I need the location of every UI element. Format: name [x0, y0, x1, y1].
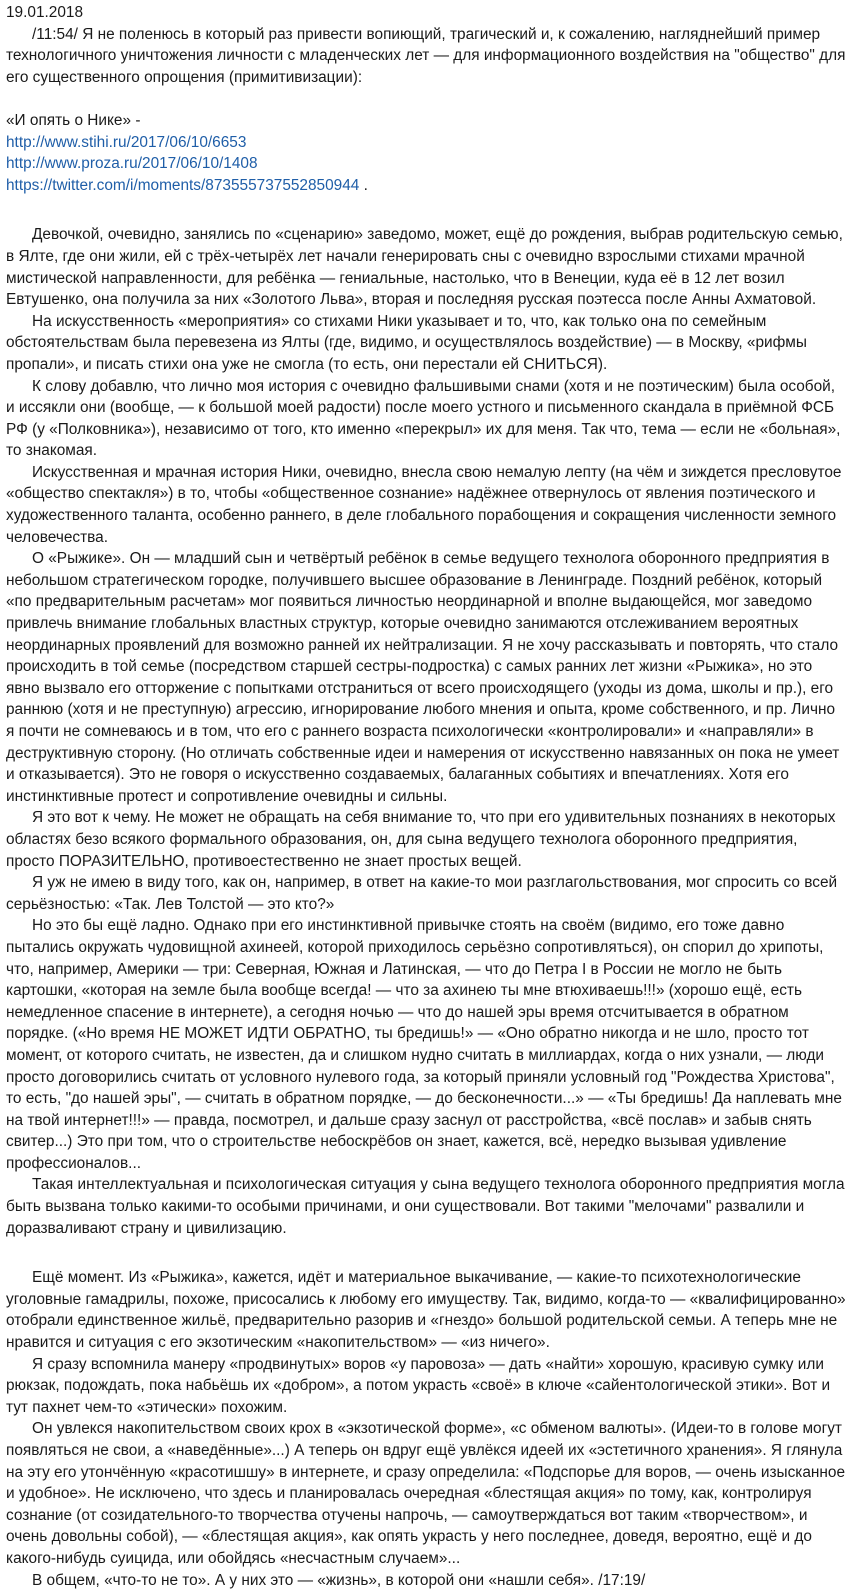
spacer [6, 88, 846, 110]
link-proza[interactable]: http://www.proza.ru/2017/06/10/1408 [6, 155, 258, 173]
closing-paragraph: В общем, «что-то не то». А у них это — «жизнь», в которой они «нашли себя». /17:19/ [32, 1571, 646, 1589]
spacer [6, 1239, 846, 1267]
body-paragraph: На искусственность «мероприятия» со стихами Ники указывает и то, что, как только она по семейным обстоятельствам была перевезена из Ялты (где, видимо, и осуществлялось воздействие) — в Москву, «рифмы пропали», и писать стихи она уже не смогла (то есть, они перестали ей СНИТЬСЯ). [6, 312, 807, 373]
body-paragraph: Я это вот к чему. Не может не обращать на себя внимание то, что при его удивительных познаниях в некоторых областях безо всякого формального образования, он, для сына ведущего технолога оборонного предприятия, просто ПОРАЗИТЕЛЬНО, противоестественно не знает простых вещей. [6, 809, 836, 870]
post-date: 19.01.2018 [6, 4, 84, 21]
link-stihi[interactable]: http://www.stihi.ru/2017/06/10/6653 [6, 133, 247, 151]
quote-title: «И опять о Нике» - [6, 111, 141, 129]
link-twitter[interactable]: https://twitter.com/i/moments/873555737552850944 [6, 176, 360, 194]
body-paragraph: Девочкой, очевидно, занялись по «сценарию» заведомо, может, ещё до рождения, выбрав родительскую семью, в Ялте, где они жили, ей с трёх-четырёх лет начали генерировать сны с очевидно взрослыми стихами мрачной мистической направленности, для ребёнка — гениальные, настолько, что в Венеции, куда её в 12 лет возил Евтушенко, она получила за них «Золотого Льва», вторая и последняя русская поэтесса после Анны Ахматовой. [6, 226, 843, 309]
link-list [6, 132, 846, 197]
intro-paragraph: /11:54/ Я не поленюсь в который раз привести вопиющий, трагический и, к сожалению, нагляднейший пример технологичного уничтожения личности с младенческих лет — для информационного воздействия на "общество" для его существенного опрощения (примитивизации): [6, 25, 846, 86]
body-paragraph: Но это бы ещё ладно. Однако при его инстинктивной привычке стоять на своём (видимо, его тоже давно пытались окружать чудовищной ахинеей, которой приходилось серьёзно сопротивляться), он спорил до хрипоты, что, например, Америки — три: Северная, Южная и Латинская, — что до Петра I в России не могло не быть картошки, «которая на земле была вообще всегда! — что за ахинею ты мне втюхиваешь!!!» (хорошо ещё, есть немедленное спасение в интернете), а сегодня ночью — что до нашей эры время отсчитывается в обратном порядке. («Но время НЕ МОЖЕТ ИДТИ ОБРАТНО, ты бредишь!» — «Оно обратно никогда и не шло, просто тот момент, от которого считать, не известен, да и слишком нудно считать в миллиардах, когда о них узнали, — люди просто договорились считать от условного нулевого года, за который приняли условный год "Рождества Христова", то есть, "до нашей эры", — считать в обратном порядке, — до бесконечности...» — «Ты бредишь! Да наплевать мне на твой интернет!!!» — правда, посмотрел, и дальше сразу заснул от расстройства, «всё послав» и забыв снять свитер...) Это при том, что о строительстве небоскрёбов он знает, кажется, всё, нередко вызывая удивление профессионалов... [6, 917, 842, 1172]
body-paragraph: О «Рыжике». Он — младший сын и четвёртый ребёнок в семье ведущего технолога оборонного предприятия в небольшом стратегическом городке, получившего высшее образование в Ленинграде. Поздний ребёнок, который «по предварительным расчетам» мог появиться личностью неординарной и вполне выдающейся, мог заведомо привлечь внимание глобальных властных структур, которые очевидно занимаются отслеживанием вероятных неординарных проявлений для возможно ранней их нейтрализации. Я не хочу рассказывать и повторять, что стало происходить в той семье (посредством старшей сестры-подростка) с самых ранних лет жизни «Рыжика», но это явно вызвало его отторжение с попытками отстраниться от всего происходящего (уходы из дома, школы и пр.), его раннюю (хотя и не преступную) агрессию, игнорирование любого мнения и опыта, кроме собственного, и пр. Лично я почти не сомневаюсь и в том, что его с раннего возраста психологически «контролировали» и «направляли» в деструктивную сторону. (Но отличать собственные идеи и намерения от искусственно навязанных он пока не умеет и отказывается). Это не говоря о искусственно создаваемых, балаганных событиях и впечатлениях. Хотя его инстинктивные протест и сопротивление очевидны и сильны. [6, 550, 840, 805]
body-paragraph: Ещё момент. Из «Рыжика», кажется, идёт и материальное выкачивание, — какие-то психотехнологические уголовные гамадрилы, похоже, присосались к любому его имуществу. Так, видимо, когда-то — «квалифицированно» отобрали единственное жильё, предварительно разорив и «гнездо» большой родительской семьи. А теперь мне не нравится и ситуация с его экзотическим «накопительством» — «из ничего». [6, 1269, 846, 1352]
body-paragraph: К слову добавлю, что лично моя история с очевидно фальшивыми снами (хотя и не поэтическим) была особой, и иссякли они (вообще, — к большой моей радости) после моего устного и письменного скандала в приёмной ФСБ РФ (у «Полковника»), независимо от того, кто именно «перекрыл» их для меня. Так что, тема — если не «больная», то знакомая. [6, 377, 841, 460]
links-suffix: . [359, 176, 368, 194]
body-paragraph: Я уж не имею в виду того, как он, например, в ответ на какие-то мои разглагольствования, мог спросить со всей серьёзностью: «Так. Лев Толстой — это кто?» [6, 874, 838, 913]
body-paragraph: Я сразу вспомнила манеру «продвинутых» воров «у паровоза» — дать «найти» хорошую, красивую сумку или рюкзак, подождать, пока набьёшь их «добром», а потом украсть «своё» в ключе «сайентологической этики». Вот и тут пахнет чем-то «этически» похожим. [6, 1355, 831, 1416]
spacer [6, 196, 846, 224]
body-paragraph: Такая интеллектуальная и психологическая ситуация у сына ведущего технолога оборонного предприятия могла быть вызвана только какими-то особыми причинами, и они существовали. Вот такими "мелочами" развалили и доразваливают страну и цивилизацию. [6, 1176, 845, 1237]
body-paragraph: Он увлекся накопительством своих крох в «экзотической форме», «с обменом валюты». (Идеи-то в голове могут появляться не свои, а «наведённые»...) А теперь он вдруг ещё увлёкся идеей их «эстетичного хранения». Я глянула на эту его утончённую «красотишшу» в интернете, и сразу определила: «Подспорье для воров, — очень изысканное и удобное». Не исключено, что здесь и планировалась очередная «блестящая акция» по тому, как, контролируя сознание (от созидательного-то творчества отучены напрочь, — самоутверждаться вот таким «творчеством», и очень довольны собой), — «блестящая акция», как опять украсть у него последнее, доведя, вероятно, ещё и до какого-нибудь суицида, или обойдясь «несчастным случаем»... [6, 1420, 846, 1567]
body-paragraph: Искусственная и мрачная история Ники, очевидно, внесла свою немалую лепту (на чём и зиждется пресловутое «общество спектакля») в то, чтобы «общественное сознание» надёжнее отвернулось от явления поэтического и художественного таланта, особенно раннего, в деле глобального порабощения и сокращения численности земного человечества. [6, 463, 842, 546]
